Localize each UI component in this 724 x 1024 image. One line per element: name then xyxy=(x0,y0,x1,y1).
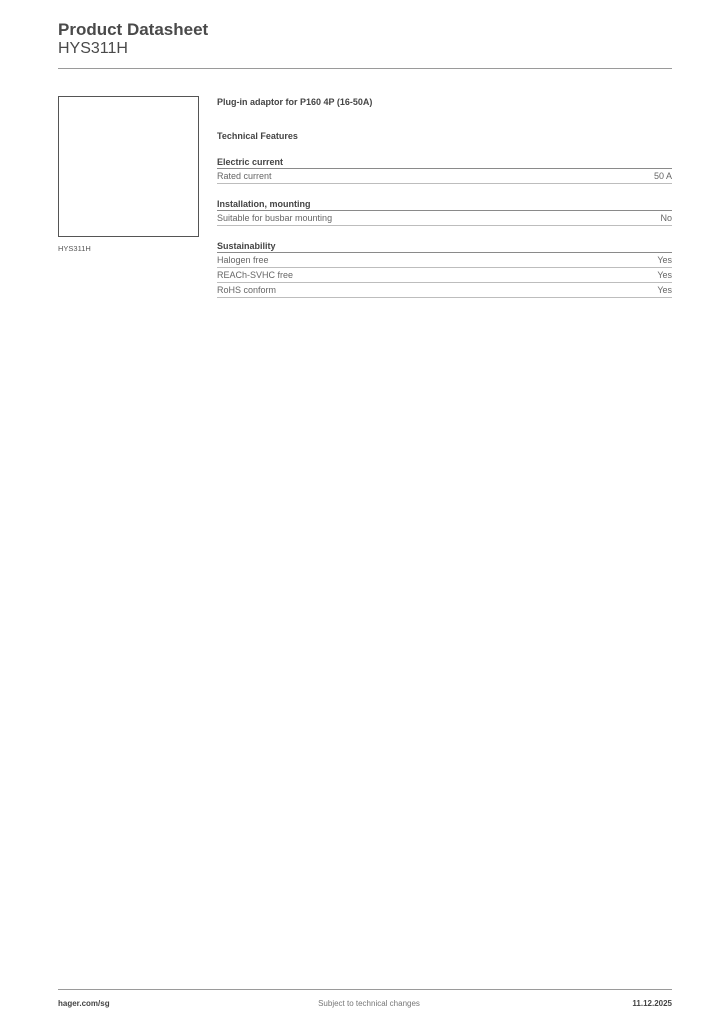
section-title: Installation, mounting xyxy=(217,198,672,211)
footer-date: 11.12.2025 xyxy=(632,999,672,1008)
footer-notice: Subject to technical changes xyxy=(318,999,420,1008)
section-installation-mounting xyxy=(217,198,672,226)
section-title: Electric current xyxy=(217,156,672,169)
table-row xyxy=(217,169,672,184)
section-sustainability xyxy=(217,240,672,298)
table-row xyxy=(217,283,672,298)
header-divider xyxy=(58,68,672,69)
datasheet-content xyxy=(217,96,672,298)
row-value: No xyxy=(660,213,672,223)
product-image-caption: HYS311H xyxy=(58,244,91,253)
row-value: 50 A xyxy=(653,171,672,181)
row-label: REACh-SVHC free xyxy=(217,270,294,280)
product-image-placeholder xyxy=(58,96,199,237)
row-value: Yes xyxy=(657,255,672,265)
table-row xyxy=(217,268,672,283)
page-title: Product Datasheet xyxy=(58,20,209,39)
row-label: Halogen free xyxy=(217,255,269,265)
table-row xyxy=(217,211,672,226)
footer-divider xyxy=(58,989,672,990)
product-description: Plug-in adaptor for P160 4P (16-50A) xyxy=(217,97,373,107)
section-electric-current xyxy=(217,156,672,184)
row-label: Rated current xyxy=(217,171,272,181)
product-code: HYS311H xyxy=(58,40,128,57)
row-label: Suitable for busbar mounting xyxy=(217,213,333,223)
row-value: Yes xyxy=(657,270,672,280)
footer-website-link[interactable]: hager.com/sg xyxy=(58,999,110,1008)
section-title: Sustainability xyxy=(217,240,672,253)
technical-features-heading: Technical Features xyxy=(217,131,298,141)
row-label: RoHS conform xyxy=(217,285,277,295)
row-value: Yes xyxy=(657,285,672,295)
table-row xyxy=(217,253,672,268)
